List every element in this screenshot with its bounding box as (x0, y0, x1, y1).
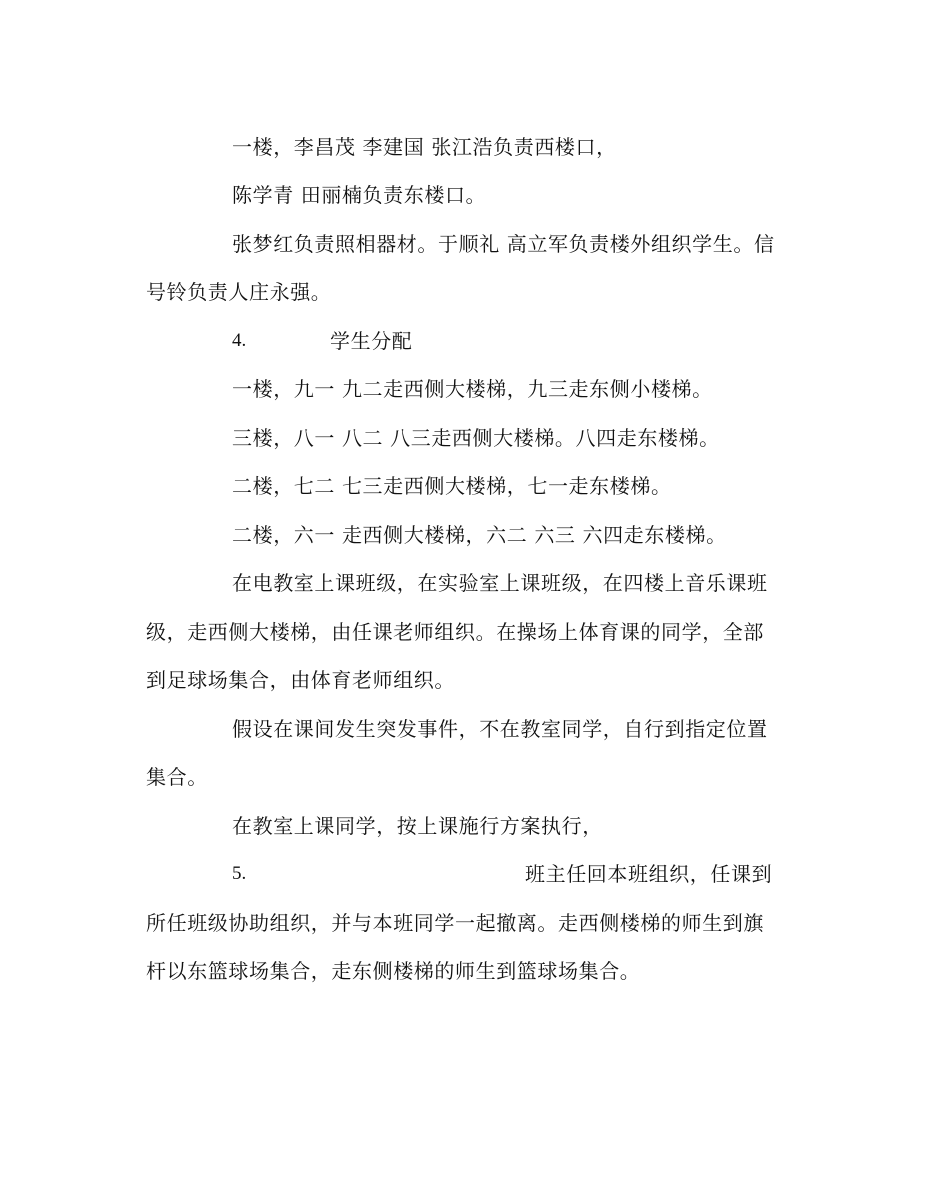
section-5-text: 班主任回本班组织，任课到 (525, 862, 773, 886)
text-line-1: 一楼，李昌茂 李建国 张江浩负责西楼口， (232, 135, 617, 159)
section-5-number: 5. (232, 863, 247, 884)
text-line-12: 假设在课间发生突发事件，不在教室同学，自行到指定位置 (232, 717, 768, 741)
section-4-number: 4. (232, 330, 247, 351)
text-line-7: 二楼，七二 七三走西侧大楼梯，七一走东楼梯。 (232, 474, 672, 498)
text-line-8: 二楼，六一 走西侧大楼梯，六二 六三 六四走东楼梯。 (232, 523, 727, 547)
section-4-title: 学生分配 (330, 329, 413, 353)
text-line-9: 在电教室上课班级，在实验室上课班级，在四楼上音乐课班 (232, 571, 768, 595)
text-line-13: 集合。 (146, 765, 208, 789)
text-line-6: 三楼，八一 八二 八三走西侧大楼梯。八四走东楼梯。 (232, 426, 720, 450)
text-line-11: 到足球场集合，由体育老师组织。 (146, 668, 455, 692)
text-line-3: 张梦红负责照相器材。于顺礼 高立军负责楼外组织学生。信 (232, 232, 775, 256)
text-line-2: 陈学青 田丽楠负责东楼口。 (232, 183, 487, 207)
text-line-15: 所任班级协助组织，并与本班同学一起撤离。走西侧楼梯的师生到旗 (146, 911, 764, 935)
text-line-16: 杆以东篮球场集合，走东侧楼梯的师生到篮球场集合。 (146, 959, 641, 983)
text-line-10: 级，走西侧大楼梯，由任课老师组织。在操场上体育课的同学，全部 (146, 620, 764, 644)
text-line-14: 在教室上课同学，按上课施行方案执行， (232, 814, 603, 838)
text-line-4: 号铃负责人庄永强。 (146, 280, 332, 304)
text-line-5: 一楼，九一 九二走西侧大楼梯，九三走东侧小楼梯。 (232, 377, 713, 401)
